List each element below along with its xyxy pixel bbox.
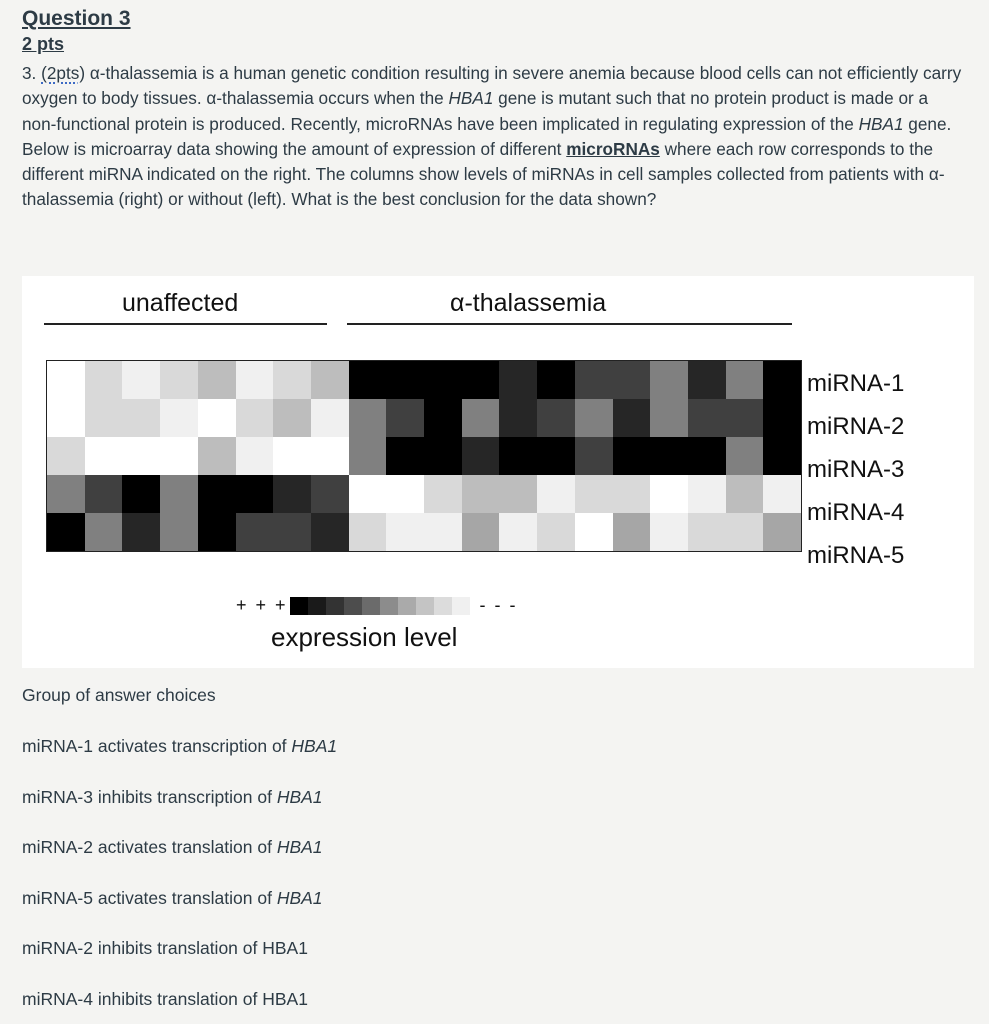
heatmap-cell: [726, 361, 764, 399]
gene-name: HBA1: [276, 888, 323, 908]
answer-choice[interactable]: [22, 736, 337, 757]
row-label-mirna-1: miRNA-1: [807, 370, 905, 397]
legend-swatch: [398, 597, 416, 615]
heatmap-cell: [650, 437, 688, 475]
heatmap-cell: [650, 399, 688, 437]
heatmap-cell: [613, 399, 651, 437]
question-text-part: gene is mutant such that no protein product is made or a non-functional protein is produced. Recently, microRNAs have been implicated in regulating expression of the: [22, 88, 929, 134]
answer-text: miRNA-2 inhibits translation of HBA1: [22, 938, 308, 958]
heatmap-cell: [424, 399, 462, 437]
heatmap-cell: [160, 361, 198, 399]
gene-name: HBA1: [858, 113, 904, 134]
heatmap-cell: [499, 399, 537, 437]
heatmap-cell: [85, 475, 123, 513]
heatmap-cell: [537, 475, 575, 513]
legend-low: - - -: [479, 595, 518, 615]
heatmap-cell: [47, 513, 85, 551]
heatmap-cell: [311, 399, 349, 437]
heatmap-cell: [160, 437, 198, 475]
question-points: 2 pts: [22, 34, 65, 54]
heatmap-cell: [122, 513, 160, 551]
heatmap-cell: [160, 513, 198, 551]
answer-text: miRNA-4 inhibits translation of HBA1: [22, 989, 308, 1009]
heatmap-cell: [575, 513, 613, 551]
heatmap-cell: [499, 513, 537, 551]
legend-swatch: [326, 597, 344, 615]
row-labels: [807, 362, 904, 577]
heatmap-cell: [273, 513, 311, 551]
answer-choice[interactable]: [22, 787, 323, 808]
heatmap-cell: [273, 399, 311, 437]
heatmap-cell: [537, 513, 575, 551]
question-text-part: where each row corresponds to the different miRNA indicated on the right. The columns show levels of miRNAs in cell samples collected from patients with α-thalassemia (right) or without (left). What is the best conclusion for the data shown?: [22, 138, 945, 210]
question-text-part: α-thalassemia is a human genetic condition resulting in severe anemia because blood cells can not efficiently carry oxygen to body tissues. α-thalassemia occurs when the: [22, 63, 962, 109]
microarray-figure: [22, 276, 974, 668]
heatmap-cell: [386, 399, 424, 437]
heatmap-cell: [85, 513, 123, 551]
heatmap-cell: [273, 437, 311, 475]
heatmap-cell: [688, 437, 726, 475]
answer-choice[interactable]: [22, 938, 308, 959]
heatmap-cell: [386, 513, 424, 551]
legend-swatch: [290, 597, 308, 615]
answer-choice[interactable]: [22, 837, 323, 858]
heatmap-cell: [688, 513, 726, 551]
heatmap-cell: [763, 513, 801, 551]
group-label-thalassemia: α-thalassemia: [450, 289, 607, 317]
heatmap-cell: [349, 475, 387, 513]
heatmap-cell: [424, 475, 462, 513]
answer-text: miRNA-2 activates translation of: [22, 837, 277, 857]
heatmap-cell: [688, 475, 726, 513]
heatmap-cell: [311, 361, 349, 399]
legend-title: expression level: [271, 622, 458, 652]
heatmap-cell: [537, 437, 575, 475]
heatmap-cell: [122, 399, 160, 437]
gene-name: HBA1: [276, 837, 323, 857]
heatmap-cell: [47, 399, 85, 437]
question-text-part: gene. Below is microarray data showing the amount of expression of different: [22, 113, 952, 159]
heatmap-cell: [198, 361, 236, 399]
heatmap-cell: [85, 361, 123, 399]
group-label-unaffected: unaffected: [122, 289, 239, 317]
answer-choice[interactable]: [22, 888, 323, 909]
legend-swatch: [416, 597, 434, 615]
heatmap-cell: [424, 513, 462, 551]
heatmap-cell: [386, 475, 424, 513]
heatmap-cell: [613, 513, 651, 551]
heatmap-cell: [386, 437, 424, 475]
answer-text: miRNA-1 activates transcription of: [22, 736, 292, 756]
question-text-part: 3.: [22, 63, 42, 83]
legend-scale: [290, 597, 470, 615]
spellcheck-word: (2pts): [41, 63, 86, 83]
heatmap-cell: [726, 437, 764, 475]
heatmap-cell: [47, 475, 85, 513]
row-label-mirna-2: miRNA-2: [807, 413, 905, 440]
heatmap-cell: [688, 361, 726, 399]
heatmap-cell: [688, 399, 726, 437]
heatmap-cell: [349, 399, 387, 437]
heatmap-cell: [613, 361, 651, 399]
heatmap-cell: [311, 437, 349, 475]
heatmap-cell: [160, 399, 198, 437]
row-label-mirna-4: miRNA-4: [807, 499, 905, 526]
gene-name: HBA1: [276, 787, 323, 807]
heatmap-cell: [122, 475, 160, 513]
heatmap: [46, 360, 802, 552]
heatmap-cell: [726, 475, 764, 513]
heatmap-cell: [311, 513, 349, 551]
legend-high: + + +: [236, 595, 288, 615]
row-label-mirna-5: miRNA-5: [807, 542, 905, 569]
heatmap-cell: [236, 437, 274, 475]
heatmap-cell: [537, 399, 575, 437]
heatmap-cell: [763, 437, 801, 475]
heatmap-cell: [311, 475, 349, 513]
heatmap-cell: [349, 437, 387, 475]
heatmap-cell: [198, 513, 236, 551]
legend-swatch: [344, 597, 362, 615]
heatmap-cell: [198, 475, 236, 513]
heatmap-cell: [462, 399, 500, 437]
heatmap-cell: [349, 513, 387, 551]
heatmap-cell: [726, 513, 764, 551]
heatmap-cell: [499, 437, 537, 475]
legend-swatch: [434, 597, 452, 615]
gene-name: HBA1: [448, 88, 494, 109]
heatmap-cell: [424, 437, 462, 475]
heatmap-cell: [273, 475, 311, 513]
heatmap-cell: [763, 399, 801, 437]
heatmap-cell: [537, 361, 575, 399]
heatmap-cell: [198, 399, 236, 437]
heatmap-cell: [236, 361, 274, 399]
heatmap-cell: [650, 513, 688, 551]
heatmap-cell: [236, 475, 274, 513]
heatmap-cell: [650, 361, 688, 399]
row-label-mirna-3: miRNA-3: [807, 456, 905, 483]
answer-text: miRNA-3 inhibits transcription of: [22, 787, 277, 807]
heatmap-cell: [386, 361, 424, 399]
question-title: Question 3: [22, 7, 131, 30]
heatmap-cell: [424, 361, 462, 399]
group-underline-left: [44, 323, 327, 325]
heatmap-cell: [198, 437, 236, 475]
question-header: [22, 6, 131, 56]
heatmap-cell: [47, 361, 85, 399]
heatmap-cell: [462, 475, 500, 513]
group-underline-right: [347, 323, 792, 325]
legend-swatch: [380, 597, 398, 615]
heatmap-cell: [462, 361, 500, 399]
heatmap-cell: [160, 475, 198, 513]
heatmap-cell: [763, 475, 801, 513]
answers-heading: Group of answer choices: [22, 685, 216, 705]
legend-swatch: [362, 597, 380, 615]
heatmap-cell: [462, 437, 500, 475]
heatmap-cell: [236, 513, 274, 551]
heatmap-cell: [650, 475, 688, 513]
heatmap-cell: [726, 399, 764, 437]
heatmap-cell: [575, 361, 613, 399]
heatmap-cell: [499, 475, 537, 513]
legend-swatch: [452, 597, 470, 615]
heatmap-cell: [575, 475, 613, 513]
heatmap-cell: [499, 361, 537, 399]
heatmap-cell: [85, 437, 123, 475]
heatmap-cell: [47, 437, 85, 475]
gene-name: HBA1: [291, 736, 338, 756]
answer-text: miRNA-5 activates translation of: [22, 888, 277, 908]
heatmap-cell: [575, 437, 613, 475]
answer-choice[interactable]: [22, 989, 308, 1010]
expression-legend: [236, 595, 518, 616]
heatmap-cell: [236, 399, 274, 437]
heatmap-cell: [85, 399, 123, 437]
heatmap-cell: [349, 361, 387, 399]
heatmap-cell: [763, 361, 801, 399]
heatmap-cell: [122, 361, 160, 399]
heatmap-cell: [273, 361, 311, 399]
heatmap-cell: [613, 437, 651, 475]
question-text: [22, 61, 967, 213]
heatmap-cell: [613, 475, 651, 513]
legend-swatch: [308, 597, 326, 615]
heatmap-cell: [462, 513, 500, 551]
microrna-link: microRNAs: [566, 138, 660, 159]
heatmap-cell: [575, 399, 613, 437]
heatmap-cell: [122, 437, 160, 475]
